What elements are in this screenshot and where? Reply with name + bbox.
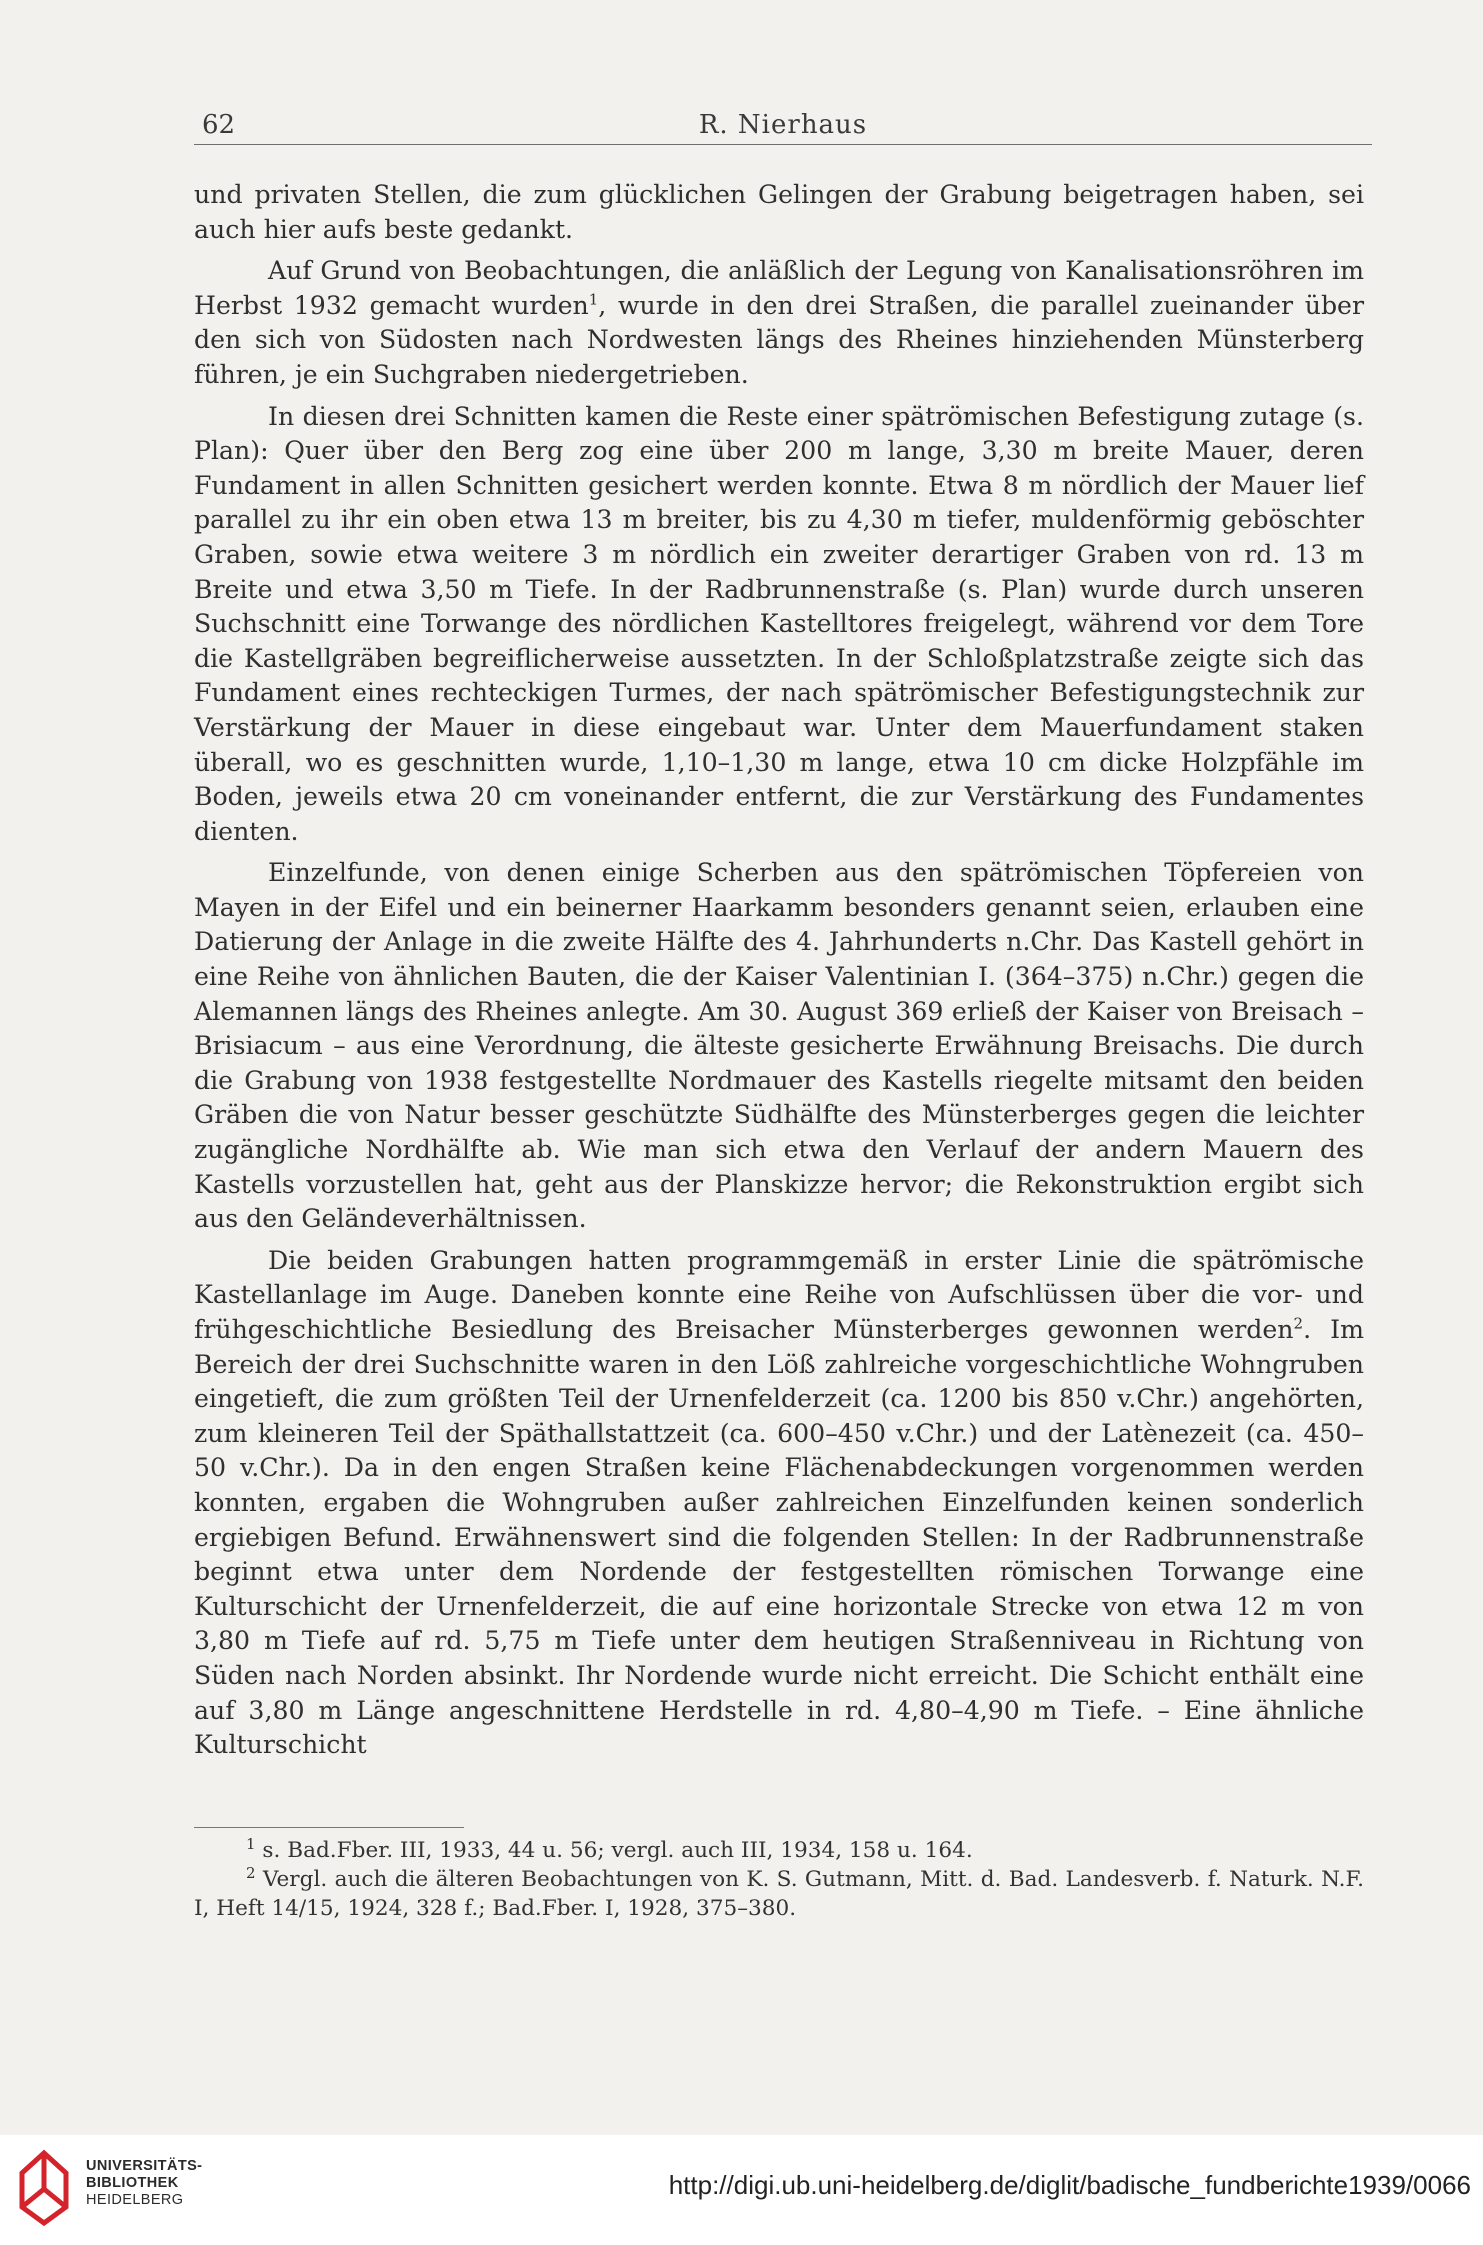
page-number: 62 bbox=[202, 110, 236, 140]
paragraph-2 bbox=[194, 254, 1364, 392]
library-name bbox=[86, 2158, 202, 2209]
footnote-ref-2: 2 bbox=[1293, 1314, 1304, 1333]
library-name-line-3: HEIDELBERG bbox=[86, 2192, 184, 2208]
footnote-ref-1: 1 bbox=[588, 290, 599, 309]
library-name-line-2: BIBLIOTHEK bbox=[86, 2175, 179, 2191]
paragraph-1: und privaten Stellen, die zum glücklichen Gelingen der Grabung beigetragen haben, sei auch hier aufs beste gedankt. bbox=[194, 180, 1364, 244]
footnote-1-text: s. Bad.Fber. III, 1933, 44 u. 56; vergl. auch III, 1934, 158 u. 164. bbox=[262, 1838, 973, 1863]
footnote-2-text: Vergl. auch die älteren Beobachtungen von K. S. Gutmann, Mitt. d. Bad. Landesverb. f. Naturk. N.F. I, Heft 14/15, 1924, 328 f.; Bad.Fber. I, 1928, 375–380. bbox=[194, 1867, 1364, 1921]
footnote-1 bbox=[194, 1836, 1364, 1865]
body-text bbox=[194, 178, 1364, 1763]
university-library-logo-icon bbox=[14, 2149, 76, 2227]
paragraph-2-text-a: Auf Grund von Beobachtungen, die anläßlich der Legung von Kanalisationsröhren im Herbst 1932 gemacht wurden bbox=[194, 256, 1364, 320]
permalink-url[interactable]: http://digi.ub.uni-heidelberg.de/diglit/badische_fundberichte1939/0066 bbox=[668, 2170, 1471, 2200]
library-name-line-1: UNIVERSITÄTS- bbox=[86, 2158, 203, 2174]
paragraph-5 bbox=[194, 1244, 1364, 1763]
paragraph-5-text-a: Die beiden Grabungen hatten programmgemäß in erster Linie die spätrömische Kastellanlage im Auge. Daneben konnte eine Reihe von Aufschlüssen über die vor- und frühgeschichtliche Besiedlung des Breisacher Münsterberges gewonnen werden bbox=[194, 1245, 1364, 1344]
paragraph-2-text-b: , wurde in den drei Straßen, die parallel zueinander über den sich von Südosten nach Nordwesten längs des Rheines hinziehenden Münsterberg führen, je ein Suchgraben niedergetrieben. bbox=[194, 290, 1365, 389]
paragraph-3: In diesen drei Schnitten kamen die Reste einer spätrömischen Befestigung zutage (s. Plan): Quer über den Berg zog eine über 200 m lange, 3,30 m breite Mauer, deren Fundament in allen Schnitten gesichert werden konnte. Etwa 8 m nördlich der Mauer lief parallel zu ihr ein oben etwa 13 m breiter, bis zu 4,30 m tiefer, muldenförmig geböschter Graben, sowie etwa weitere 3 m nördlich ein zweiter derartiger Graben von rd. 13 m Breite und etwa 3,50 m Tiefe. In der Radbrunnenstraße (s. Plan) wurde durch unseren Suchschnitt eine Torwange des nördlichen Kastelltores freigelegt, während vor dem Tore die Kastellgräben begreiflicherweise aussetzten. In der Schloßplatzstraße zeigte sich das Fundament eines rechteckigen Turmes, der nach spätrömischer Befestigungstechnik zur Verstärkung der Mauer in diese eingebaut war. Unter dem Mauerfundament staken überall, wo es geschnitten wurde, 1,10–1,30 m lange, etwa 10 cm dicke Holzpfähle im Boden, jeweils etwa 20 cm voneinander entfernt, die zur Verstärkung des Fundamentes dienten. bbox=[194, 401, 1364, 846]
running-head bbox=[194, 104, 1372, 145]
footnotes bbox=[194, 1836, 1364, 1923]
footnote-2 bbox=[194, 1865, 1364, 1923]
footnote-2-mark: 2 bbox=[246, 1863, 256, 1882]
footnote-divider bbox=[194, 1827, 464, 1828]
paragraph-5-text-b: . Im Bereich der drei Suchschnitte waren in den Löß zahlreiche vorgeschichtliche Wohngruben eingetieft, die zum größten Teil der Urnenfelderzeit (ca. 1200 bis 850 v.Chr.) angehörten, zum kleineren Teil der Späthallstattzeit (ca. 600–450 v.Chr.) und der Latènezeit (ca. 450–50 v.Chr.). Da in den engen Straßen keine Flächenabdeckungen vorgenommen werden konnten, ergaben die Wohngruben außer zahlreichen Einzelfunden keinen sonderlich ergiebigen Befund. Erwähnenswert sind die folgenden Stellen: In der Radbrunnenstraße beginnt etwa unter dem Nordende der festgestellten römischen Torwange eine Kulturschicht der Urnenfelderzeit, die auf eine horizontale Strecke von etwa 12 m von 3,80 m Tiefe auf rd. 5,75 m Tiefe unter dem heutigen Straßenniveau in Richtung von Süden nach Norden absinkt. Ihr Nordende wurde nicht erreicht. Die Schicht enthält eine auf 3,80 m Länge angeschnittene Herdstelle in rd. 4,80–4,90 m Tiefe. – Eine ähnliche Kulturschicht bbox=[194, 1315, 1364, 1760]
footnote-1-mark: 1 bbox=[246, 1834, 256, 1853]
viewer-footer bbox=[0, 2135, 1483, 2245]
running-title: R. Nierhaus bbox=[698, 110, 868, 140]
paragraph-4: Einzelfunde, von denen einige Scherben aus den spätrömischen Töpfereien von Mayen in der Eifel und ein beinerner Haarkamm besonders genannt seien, erlauben eine Datierung der Anlage in die zweite Hälfte des 4. Jahrhunderts n.Chr. Das Kastell gehört in eine Reihe von ähnlichen Bauten, die der Kaiser Valentinian I. (364–375) n.Chr.) gegen die Alemannen längs des Rheines anlegte. Am 30. August 369 erließ der Kaiser von Breisach – Brisiacum – aus eine Verordnung, die älteste gesicherte Erwähnung Breisachs. Die durch die Grabung von 1938 festgestellte Nordmauer des Kastells riegelte mitsamt den beiden Gräben die von Natur besser geschützte Südhälfte des Münsterberges gegen die leichter zugängliche Nordhälfte ab. Wie man sich etwa den Verlauf der andern Mauern des Kastells vorzustellen hat, geht aus der Planskizze hervor; die Rekonstruktion ergibt sich aus den Geländeverhältnissen. bbox=[194, 858, 1364, 1234]
